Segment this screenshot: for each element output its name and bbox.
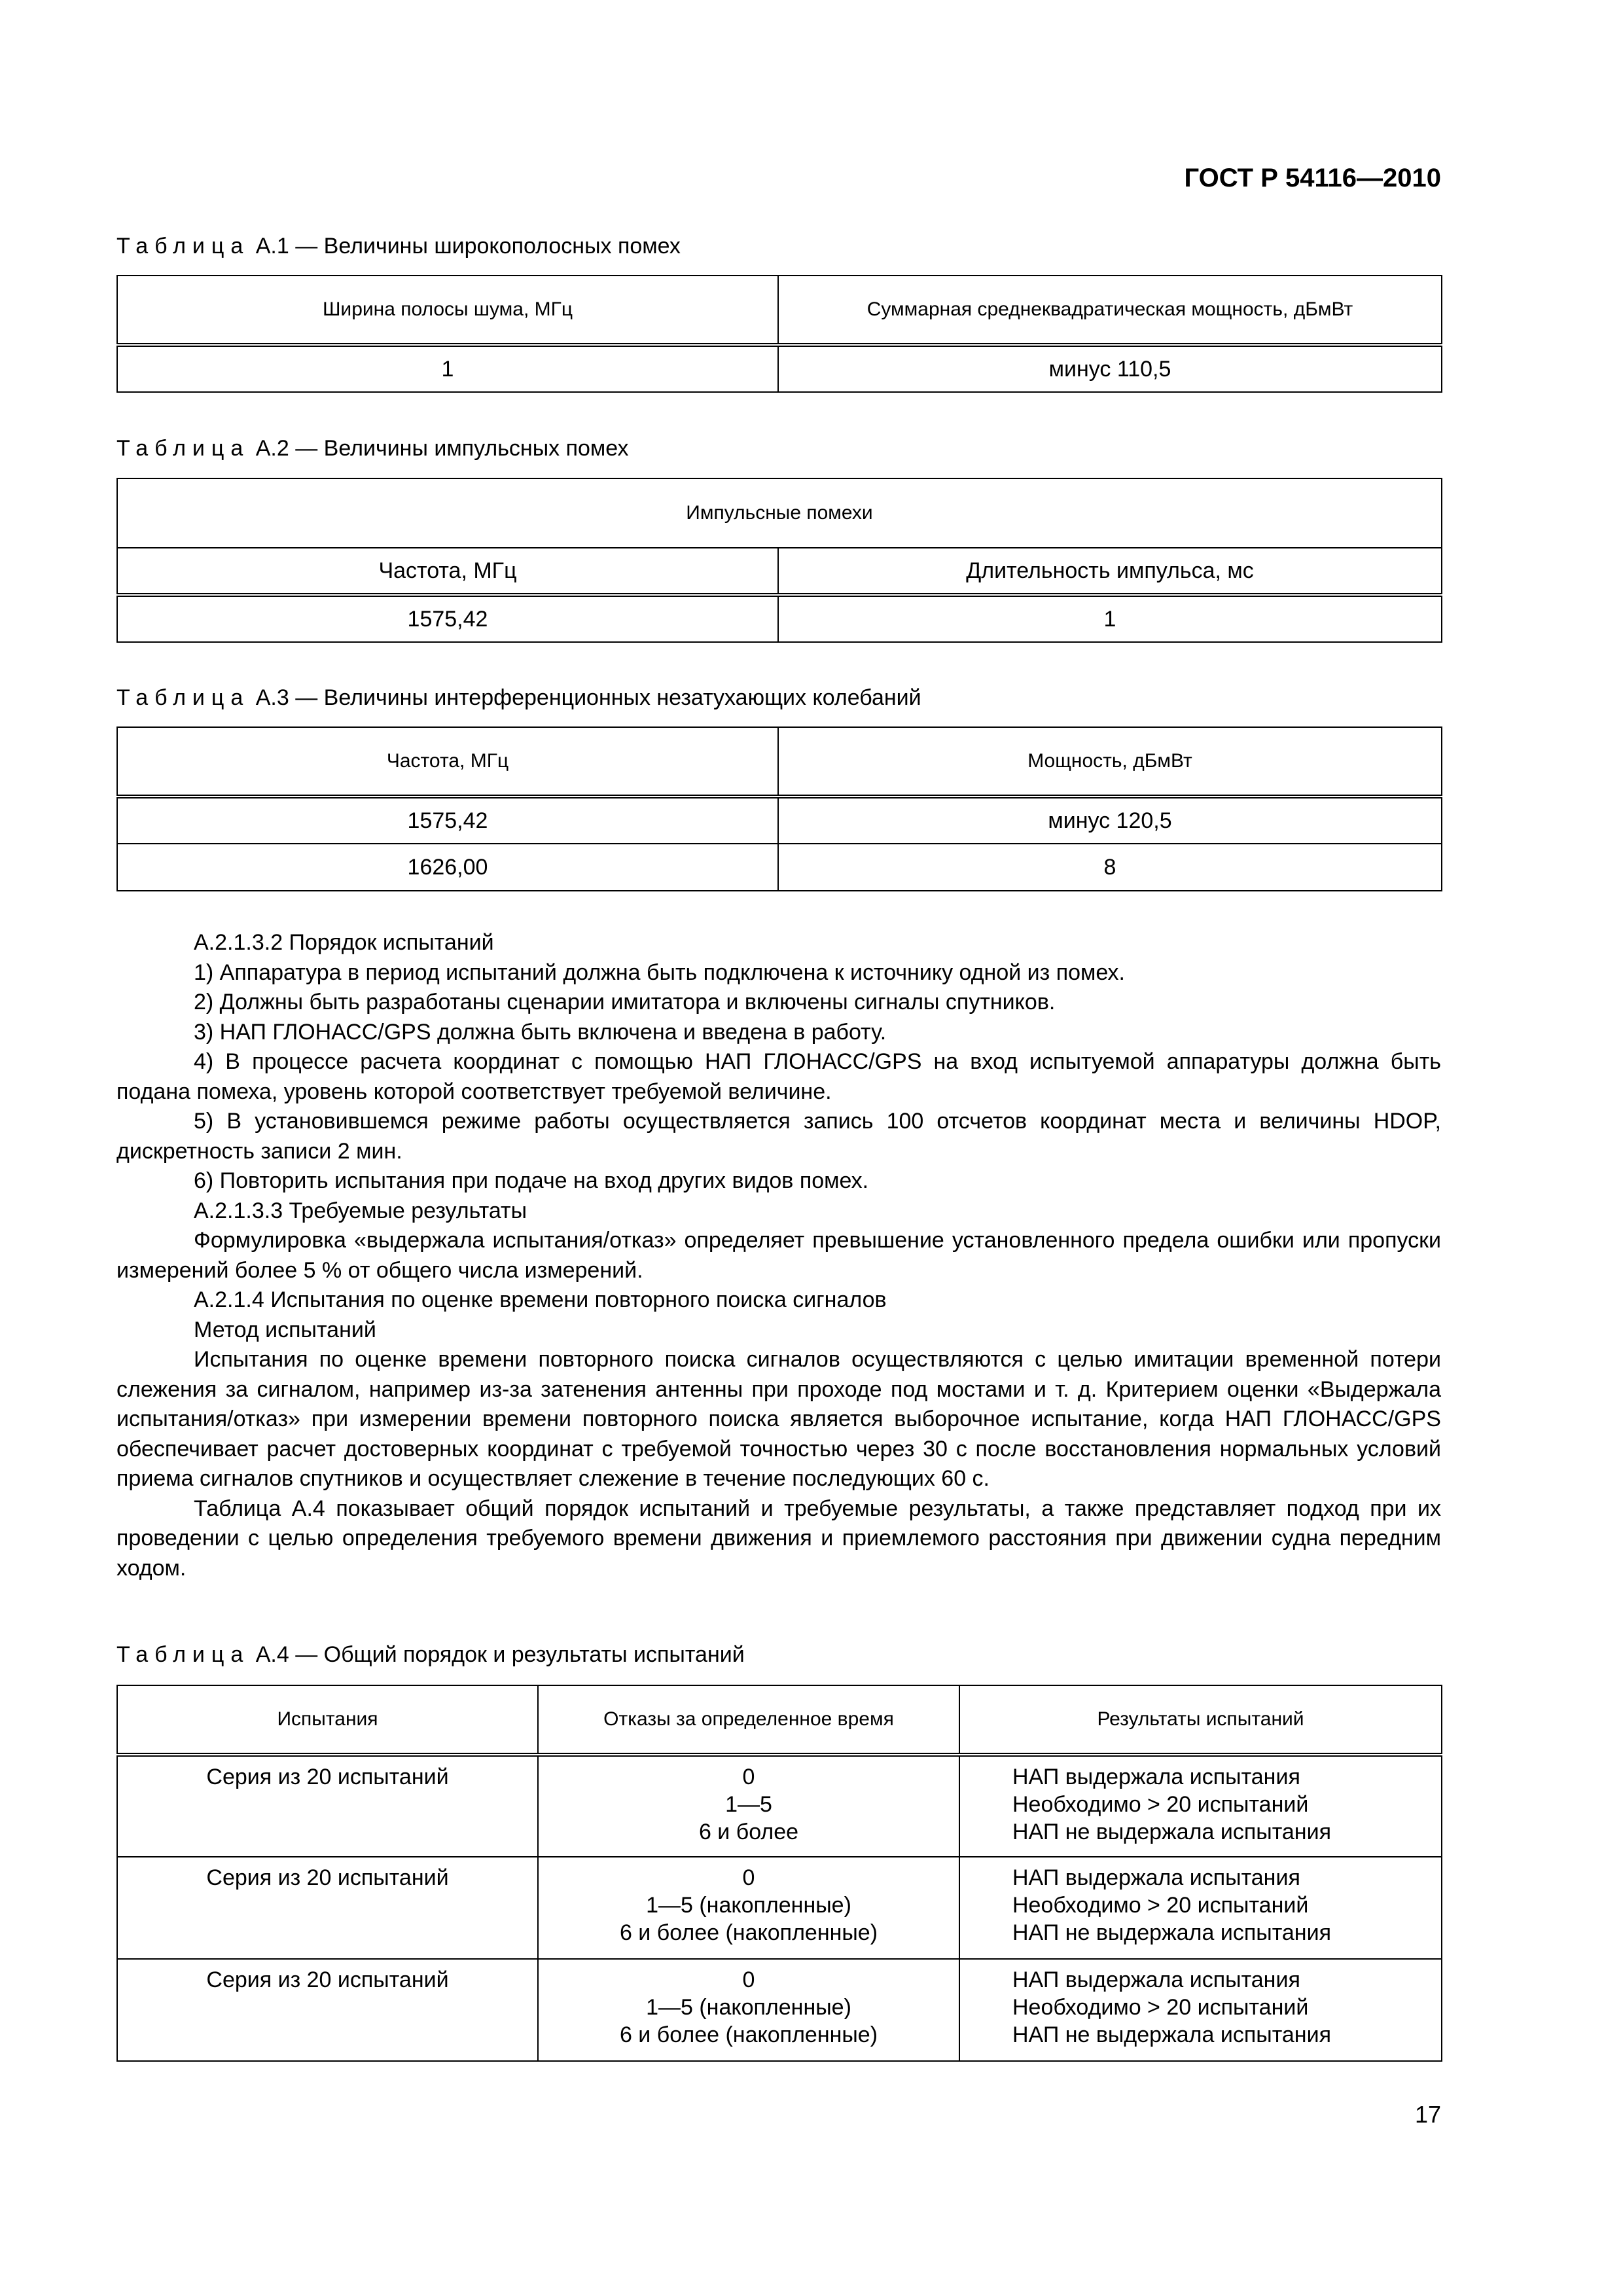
table-a4-header-cell: Результаты испытаний xyxy=(959,1685,1442,1755)
table-a2 xyxy=(116,478,1442,643)
results-cell: НАП выдержала испытания Необходимо > 20 испытаний НАП не выдержала испытания xyxy=(959,1755,1442,1857)
caption-text: А.4 — Общий порядок и результаты испытаний xyxy=(249,1642,745,1667)
table-row xyxy=(117,1959,1442,2061)
page-number: 17 xyxy=(1414,2101,1441,2128)
test-cell: Серия из 20 испытаний xyxy=(117,1755,538,1857)
table-a2-top-header: Импульсные помехи xyxy=(117,478,1442,548)
test-cell: Серия из 20 испытаний xyxy=(117,1857,538,1959)
table-a1 xyxy=(116,275,1442,393)
table-row xyxy=(117,1857,1442,1959)
table-a4-header-cell: Отказы за определенное время xyxy=(538,1685,959,1755)
failures-cell: 0 1—5 6 и более xyxy=(538,1755,959,1857)
table-a3-header-cell: Частота, МГц xyxy=(117,727,778,797)
section-heading: А.2.1.3.3 Требуемые результаты xyxy=(194,1198,527,1223)
caption-text: А.3 — Величины интерференционных незатухающих колебаний xyxy=(249,685,921,710)
caption-word: Таблица xyxy=(116,436,250,461)
list-item: 4) В процессе расчета координат с помощью НАП ГЛОНАСС/GPS на вход испытуемой аппаратуры должна быть подана помеха, уровень которой соответствует требуемой величине. xyxy=(116,1049,1441,1104)
body-text xyxy=(116,928,1441,1583)
table-a2-cell: 1575,42 xyxy=(117,595,778,642)
table-a1-cell: минус 110,5 xyxy=(778,345,1442,392)
failures-cell: 0 1—5 (накопленные) 6 и более (накопленные) xyxy=(538,1857,959,1959)
table-row xyxy=(117,345,1442,392)
table-a1-header-cell: Ширина полосы шума, МГц xyxy=(117,276,778,345)
table-a4 xyxy=(116,1685,1442,2062)
table-a4-caption xyxy=(116,1641,745,1668)
caption-text: А.2 — Величины импульсных помех xyxy=(249,436,629,461)
list-item: 1) Аппаратура в период испытаний должна быть подключена к источнику одной из помех. xyxy=(194,960,1126,985)
table-a3-cell: 8 xyxy=(778,844,1442,891)
test-cell: Серия из 20 испытаний xyxy=(117,1959,538,2061)
table-a2-header-cell: Частота, МГц xyxy=(117,548,778,595)
section-heading: А.2.1.3.2 Порядок испытаний xyxy=(194,930,494,955)
paragraph: Формулировка «выдержала испытания/отказ» определяет превышение установленного предела ошибки или пропуски измерений более 5 % от общего числа измерений. xyxy=(116,1228,1441,1283)
document-header: ГОСТ Р 54116—2010 xyxy=(1184,164,1441,192)
caption-word: Таблица xyxy=(116,234,250,259)
caption-text: А.1 — Величины широкополосных помех xyxy=(249,234,681,259)
list-item: 5) В установившемся режиме работы осуществляется запись 100 отсчетов координат места и величины HDOP, дискретность записи 2 мин. xyxy=(116,1109,1441,1164)
table-a3-cell: минус 120,5 xyxy=(778,797,1442,844)
section-heading: А.2.1.4 Испытания по оценке времени повторного поиска сигналов xyxy=(194,1287,887,1312)
table-a1-header-cell: Суммарная среднеквадратическая мощность, дБмВт xyxy=(778,276,1442,345)
caption-word: Таблица xyxy=(116,1642,250,1667)
subheading: Метод испытаний xyxy=(194,1317,376,1342)
list-item: 6) Повторить испытания при подаче на вход других видов помех. xyxy=(194,1168,869,1193)
table-a2-caption xyxy=(116,435,628,461)
table-a2-header-cell: Длительность импульса, мс xyxy=(778,548,1442,595)
table-a4-header-cell: Испытания xyxy=(117,1685,538,1755)
paragraph: Испытания по оценке времени повторного поиска сигналов осуществляются с целью имитации временной потери слежения за сигналом, например из-за затенения антенны при проходе под мостами и т. д. Критерием оценки «Выдержала испытания/отказ» при измерении времени повторного поиска является выборочное испытание, когда НАП ГЛОНАСС/GPS обеспечивает расчет достоверных координат с требуемой точностью через 30 с после восстановления нормальных условий приема сигналов спутников и осуществляет слежение в течение последующих 60 с. xyxy=(116,1347,1441,1491)
table-a1-caption xyxy=(116,233,681,259)
failures-cell: 0 1—5 (накопленные) 6 и более (накопленные) xyxy=(538,1959,959,2061)
table-a3-caption xyxy=(116,685,921,711)
results-cell: НАП выдержала испытания Необходимо > 20 испытаний НАП не выдержала испытания xyxy=(959,1857,1442,1959)
table-row xyxy=(117,797,1442,844)
table-a3-cell: 1626,00 xyxy=(117,844,778,891)
table-a2-cell: 1 xyxy=(778,595,1442,642)
table-row xyxy=(117,595,1442,642)
list-item: 3) НАП ГЛОНАСС/GPS должна быть включена и введена в работу. xyxy=(194,1019,887,1045)
table-row xyxy=(117,844,1442,891)
table-a3-header-cell: Мощность, дБмВт xyxy=(778,727,1442,797)
paragraph: Таблица А.4 показывает общий порядок испытаний и требуемые результаты, а также представляет подход при их проведении с целью определения требуемого времени движения и приемлемого расстояния при движении судна передним ходом. xyxy=(116,1496,1441,1581)
results-cell: НАП выдержала испытания Необходимо > 20 испытаний НАП не выдержала испытания xyxy=(959,1959,1442,2061)
caption-word: Таблица xyxy=(116,685,250,710)
table-a3 xyxy=(116,726,1442,891)
table-a3-cell: 1575,42 xyxy=(117,797,778,844)
table-a1-cell: 1 xyxy=(117,345,778,392)
list-item: 2) Должны быть разработаны сценарии имитатора и включены сигналы спутников. xyxy=(194,990,1056,1014)
table-row xyxy=(117,1755,1442,1857)
